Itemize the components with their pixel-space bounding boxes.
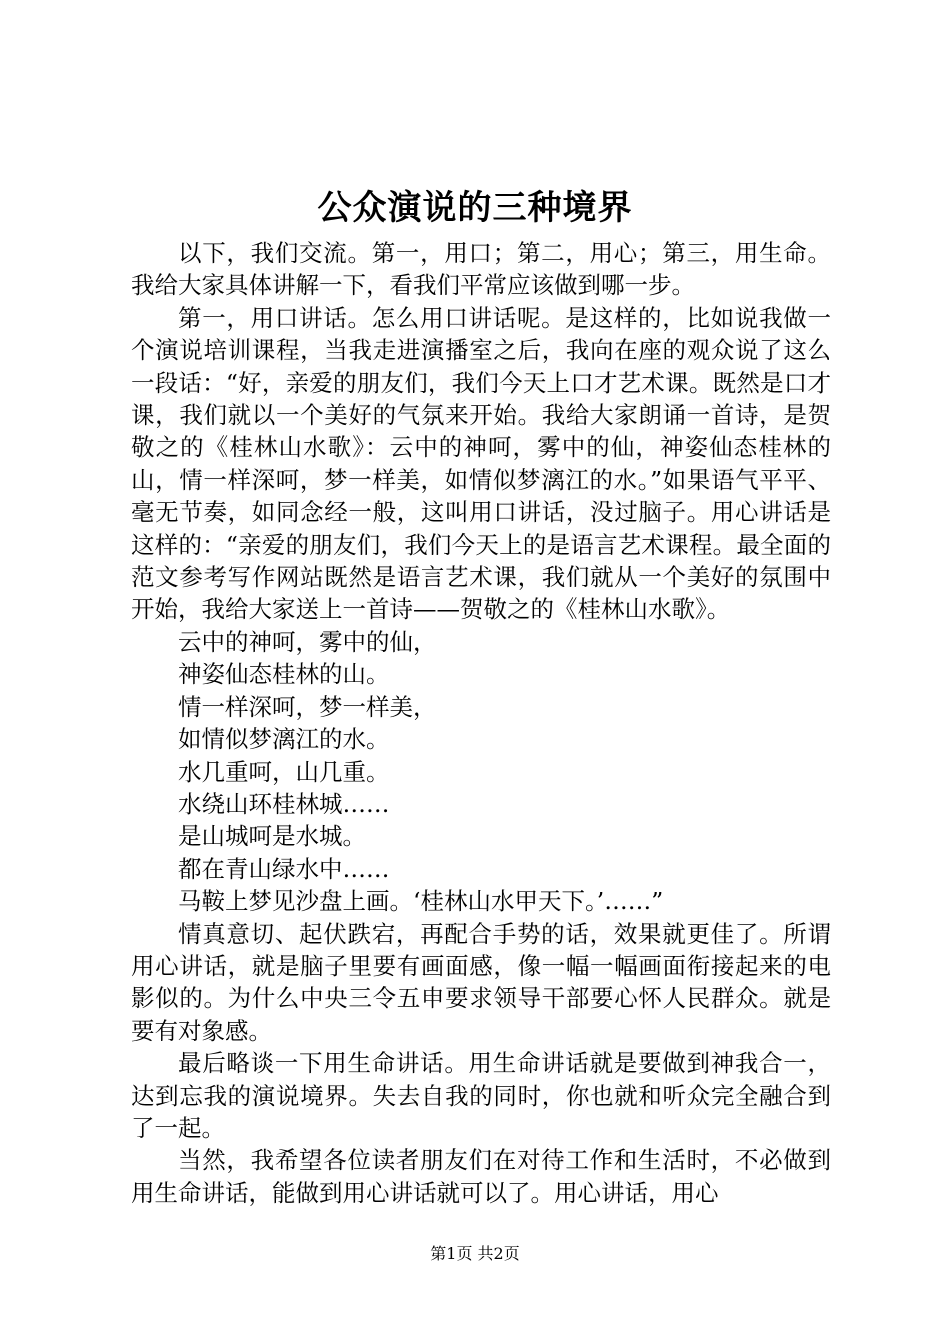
poem-line: 如情似梦漓江的水。 — [178, 725, 390, 754]
document-title: 公众演说的三种境界 — [317, 188, 633, 228]
poem-line: 水绕山环桂林城…… — [178, 789, 390, 818]
poem-line: 马鞍上梦见沙盘上画。‘桂林山水甲天下。’……” — [178, 887, 664, 916]
document-body — [131, 237, 831, 1209]
poem-line: 神姿仙态桂林的山。 — [178, 660, 390, 689]
poem-line: 都在青山绿水中…… — [178, 854, 390, 883]
paragraph-speak-with-heart: 情真意切、起伏跌宕，再配合手势的话，效果就更佳了。所谓用心讲话，就是脑子里要有画面感，像一幅一幅画面衔接起来的电影似的。为什么中央三令五申要求领导干部要心怀人民群众。就是要有对象感。 — [131, 919, 831, 1045]
paragraph-speak-with-life: 最后略谈一下用生命讲话。用生命讲话就是要做到神我合一，达到忘我的演说境界。失去自我的同时，你也就和听众完全融合到了一起。 — [131, 1049, 831, 1142]
paragraph-conclusion: 当然，我希望各位读者朋友们在对待工作和生活时，不必做到用生命讲话，能做到用心讲话就可以了。用心讲话，用心 — [131, 1146, 831, 1207]
paragraph-intro: 以下，我们交流。第一，用口；第二，用心；第三，用生命。我给大家具体讲解一下，看我们平常应该做到哪一步。 — [131, 239, 831, 300]
poem-line: 是山城呵是水城。 — [178, 822, 366, 851]
page-number: 第1页 共2页 — [430, 1244, 520, 1263]
paragraph-speak-with-mouth: 第一，用口讲话。怎么用口讲话呢。是这样的，比如说我做一个演说培训课程，当我走进演播室之后，我向在座的观众说了这么一段话：“好，亲爱的朋友们，我们今天上口才艺术课。既然是口才课，我们就以一个美好的气氛来开始。我给大家朗诵一首诗，是贺敬之的《桂林山水歌》：云中的神呵，雾中的仙，神姿仙态桂林的山，情一样深呵，梦一样美，如情似梦漓江的水。”如果语气平平、毫无节奏，如同念经一般，这叫用口讲话，没过脑子。用心讲话是这样的：“亲爱的朋友们，我们今天上的是语言艺术课程。最全面的范文参考写作网站既然是语言艺术课，我们就从一个美好的氛围中开始，我给大家送上一首诗——贺敬之的《桂林山水歌》。 — [131, 303, 831, 624]
poem-line: 云中的神呵，雾中的仙， — [178, 627, 437, 656]
poem-line: 情一样深呵，梦一样美， — [178, 692, 437, 721]
poem-line: 水几重呵，山几重。 — [178, 757, 390, 786]
